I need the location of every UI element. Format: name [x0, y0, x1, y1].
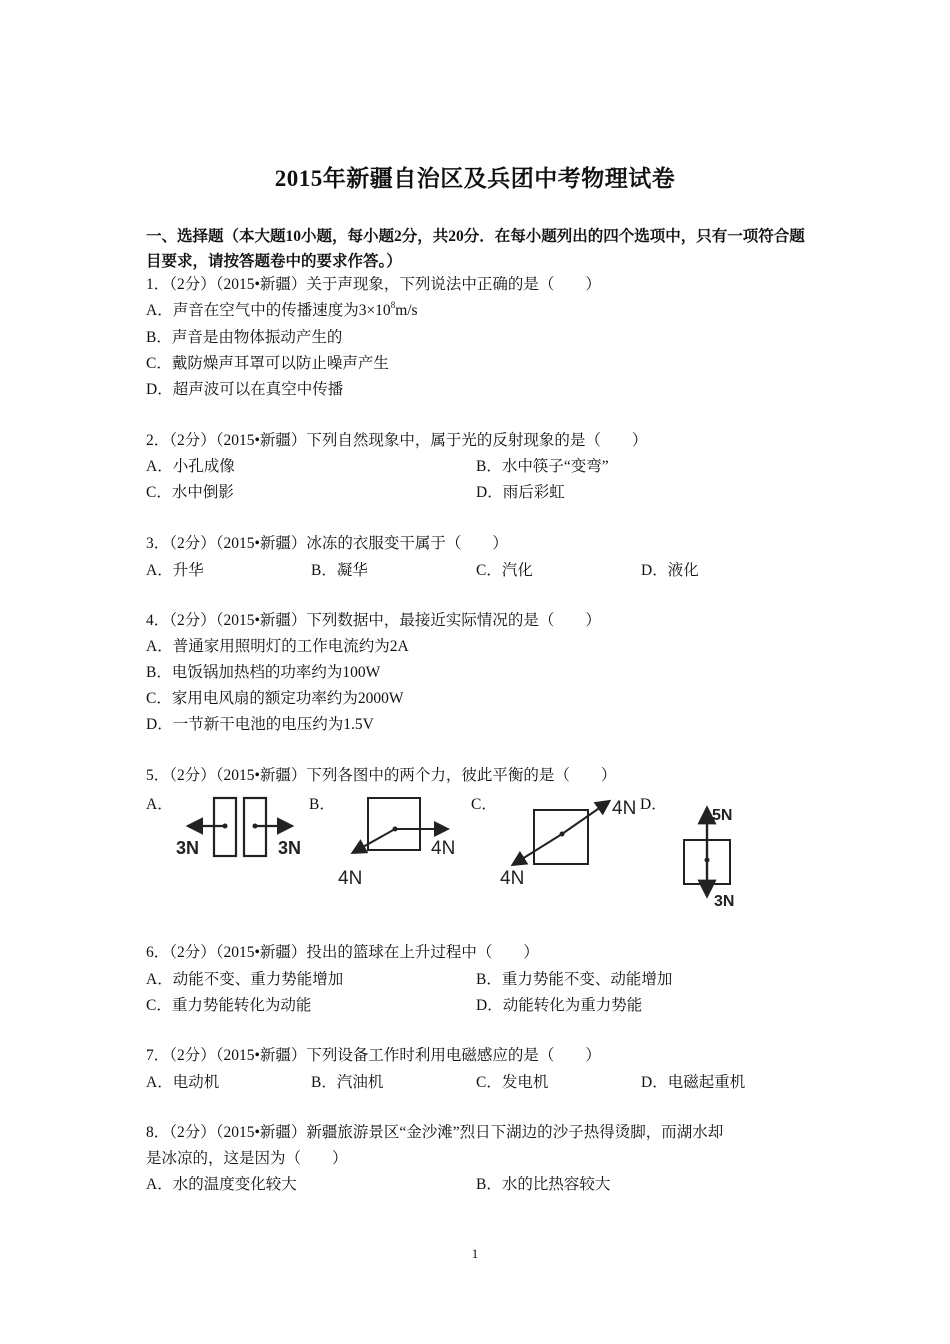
question-3-option-b: B．凝华 — [311, 562, 368, 579]
question-1-option-c: C．戴防燥声耳罩可以防止噪声产生 — [146, 355, 389, 372]
question-3-option-a: A．升华 — [146, 562, 204, 579]
question-8-stem-line-2: 是冰凉的，这是因为（ ） — [146, 1150, 348, 1167]
question-1-option-b: B．声音是由物体振动产生的 — [146, 329, 343, 346]
figure-c-top-label: 4N — [612, 798, 637, 819]
question-6-stem: 6．（2分）（2015•新疆）投出的篮球在上升过程中（ ） — [146, 944, 539, 961]
question-4-stem: 4．（2分）（2015•新疆）下列数据中，最接近实际情况的是（ ） — [146, 612, 601, 629]
page-title: 2015年新疆自治区及兵团中考物理试卷 — [274, 166, 676, 191]
question-7-option-d: D．电磁起重机 — [641, 1074, 746, 1091]
figure-b-force-diagram — [334, 792, 474, 892]
figure-d-top-label: 5N — [712, 807, 733, 824]
figure-d-bottom-label: 3N — [714, 893, 735, 910]
section-heading: 一、选择题（本大题10小题，每小题2分，共20分．在每小题列出的四个选项中，只有一项符合题目要求，请按答题卷中的要求作答。） — [146, 228, 805, 270]
question-4-option-c: C．家用电风扇的额定功率约为2000W — [146, 690, 404, 707]
question-6-option-d: D．动能转化为重力势能 — [476, 997, 643, 1014]
question-6-option-c: C．重力势能转化为动能 — [146, 997, 312, 1014]
figure-b-right-label: 4N — [431, 838, 456, 859]
question-5-option-c-label: C． — [471, 796, 497, 813]
question-3-stem: 3．（2分）（2015•新疆）冰冻的衣服变干属于（ ） — [146, 535, 508, 552]
question-3-option-d: D．液化 — [641, 562, 699, 579]
figure-d-force-diagram — [676, 800, 756, 912]
question-7-option-a: A．电动机 — [146, 1074, 220, 1091]
question-2-option-a: A．小孔成像 — [146, 458, 235, 475]
figure-c-force-diagram — [496, 790, 646, 890]
question-8-stem-line-1: 8．（2分）（2015•新疆）新疆旅游景区“金沙滩”烈日下湖边的沙子热得烫脚，而湖水却 — [146, 1124, 724, 1141]
question-4-option-a: A．普通家用照明灯的工作电流约为2A — [146, 638, 409, 655]
question-7-stem: 7．（2分）（2015•新疆）下列设备工作时利用电磁感应的是（ ） — [146, 1047, 601, 1064]
question-1-option-a: A．声音在空气中的传播速度为$3\times 10^8m/s$ — [146, 300, 418, 319]
question-6-option-b: B．重力势能不变、动能增加 — [476, 971, 673, 988]
page-number: 1 — [471, 1246, 479, 1261]
question-6-option-a: A．动能不变、重力势能增加 — [146, 971, 344, 988]
question-5-option-a-label: A． — [146, 796, 173, 813]
figure-a-force-diagram — [172, 792, 312, 862]
figure-b-left-label: 4N — [338, 868, 363, 889]
question-5-option-d-label: D． — [640, 796, 667, 813]
figure-a-right-label: 3N — [278, 838, 302, 858]
question-2-option-c: C．水中倒影 — [146, 484, 234, 501]
question-5-option-b-label: B． — [309, 796, 335, 813]
question-8-option-a: A．水的温度变化较大 — [146, 1176, 297, 1193]
question-1-option-d: D．超声波可以在真空中传播 — [146, 381, 344, 398]
question-4-option-b: B．电饭锅加热档的功率约为100W — [146, 664, 381, 681]
figure-c-bottom-label: 4N — [500, 868, 525, 889]
question-8-option-b: B．水的比热容较大 — [476, 1176, 611, 1193]
question-7-option-b: B．汽油机 — [311, 1074, 384, 1091]
question-5-stem: 5．（2分）（2015•新疆）下列各图中的两个力，彼此平衡的是（ ） — [146, 767, 617, 784]
question-1-stem: 1．（2分）（2015•新疆）关于声现象，下列说法中正确的是（ ） — [146, 276, 601, 293]
question-2-option-d: D．雨后彩虹 — [476, 484, 565, 501]
question-2-stem: 2．（2分）（2015•新疆）下列自然现象中，属于光的反射现象的是（ ） — [146, 432, 648, 449]
question-4-option-d: D．一节新干电池的电压约为1.5V — [146, 716, 374, 733]
question-2-option-b: B．水中筷子“变弯” — [476, 458, 609, 475]
figure-a-left-label: 3N — [176, 838, 200, 858]
question-3-option-c: C．汽化 — [476, 562, 533, 579]
question-7-option-c: C．发电机 — [476, 1074, 549, 1091]
